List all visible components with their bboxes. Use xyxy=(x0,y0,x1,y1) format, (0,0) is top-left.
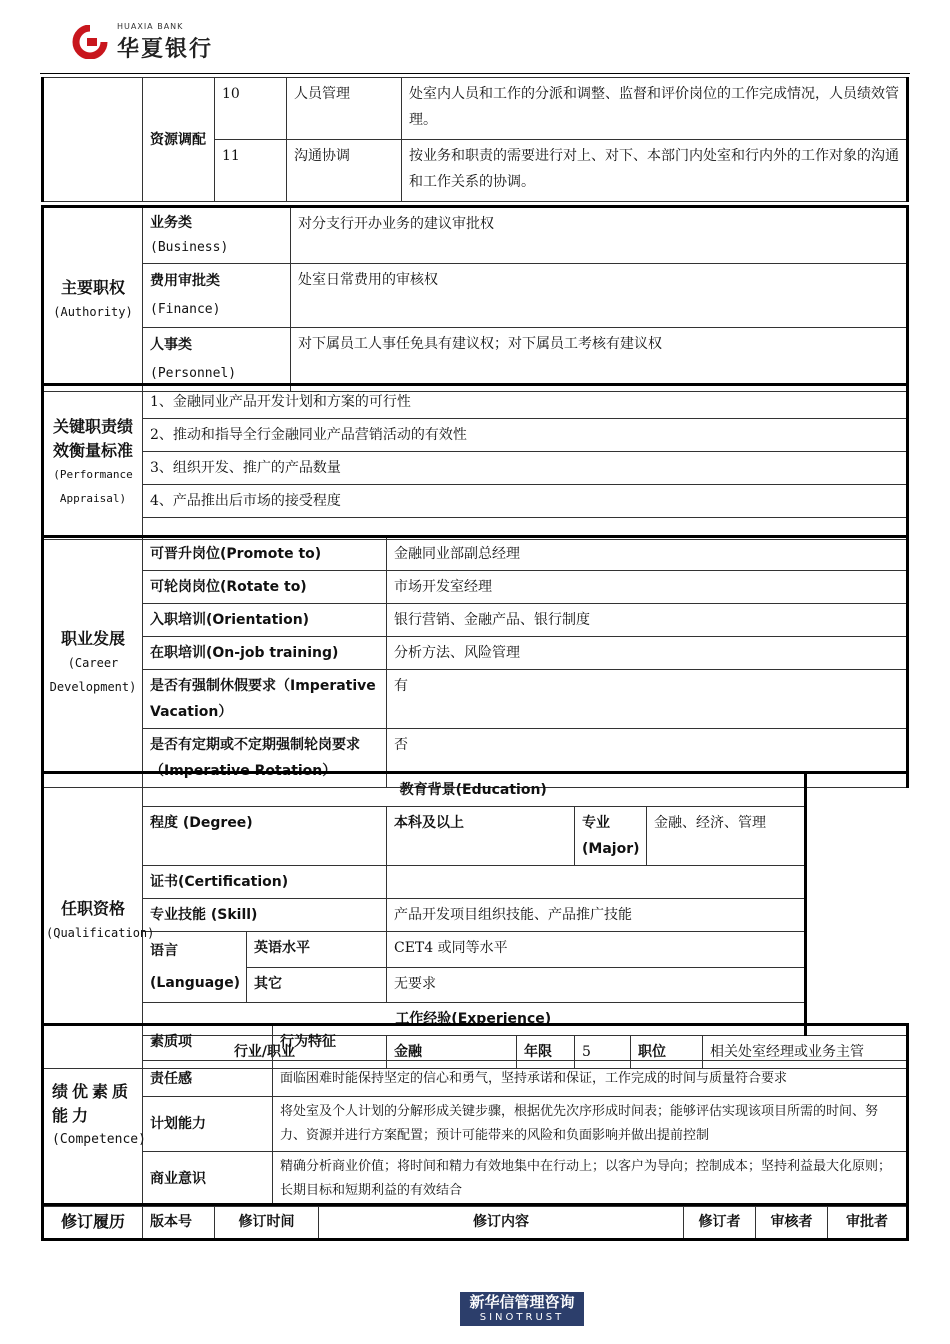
career-value: 银行营销、金融产品、银行制度 xyxy=(387,604,908,637)
kpi-item: 2、推动和指导全行金融同业产品营销活动的有效性 xyxy=(143,419,908,452)
years-label: 年限 xyxy=(517,1036,575,1069)
competence-table xyxy=(41,1023,909,1207)
revision-col: 审核者 xyxy=(756,1205,828,1240)
other-value: 无要求 xyxy=(387,967,806,1003)
sinotrust-logo xyxy=(460,1292,584,1326)
career-label: 在职培训(On-job training) xyxy=(143,637,387,670)
degree-label: 程度 (Degree) xyxy=(143,807,387,866)
huaxia-logo-icon xyxy=(70,25,110,59)
qualification-title: 任职资格 xyxy=(60,899,125,918)
resource-item: 人员管理 xyxy=(287,78,402,140)
competence-text: 精确分析商业价值；将时间和精力有效地集中在行动上；以客户为导向；控制成本；坚持利益最大化原则；长期目标和短期利益的有效结合 xyxy=(273,1152,908,1207)
competence-text: 面临困难时能保持坚定的信心和勇气，坚持承诺和保证，工作完成的时间与质量符合要求 xyxy=(273,1061,908,1097)
career-section-title xyxy=(43,537,143,788)
competence-text: 将处室及个人计划的分解形成关键步骤，根据优先次序形成时间表；能够评估实现该项目所需的时间、努力、资源并进行方案配置；预计可能带来的风险和负面影响并做出提前控制 xyxy=(273,1097,908,1152)
bank-name-en: HUAXIA BANK xyxy=(117,22,184,31)
career-table xyxy=(41,535,909,788)
footer-consult-cn: 新华信管理咨询 xyxy=(469,1293,575,1311)
revision-col: 修订内容 xyxy=(319,1205,684,1240)
competence-title-en: (Competence) xyxy=(52,1132,146,1147)
revision-col: 版本号 xyxy=(143,1205,215,1240)
skill-value: 产品开发项目组织技能、产品推广技能 xyxy=(387,899,806,932)
resource-table xyxy=(41,77,909,202)
cert-value xyxy=(387,866,806,899)
revision-col: 审批者 xyxy=(828,1205,908,1240)
kpi-title: 关键职责绩效衡量标准 xyxy=(52,416,133,460)
kpi-title-en: (Performance Appraisal) xyxy=(53,467,133,505)
skill-label: 专业技能 (Skill) xyxy=(143,899,387,932)
competence-col-item: 素质项 xyxy=(143,1025,273,1061)
career-value: 市场开发室经理 xyxy=(387,571,908,604)
other-label: 其它 xyxy=(247,967,387,1003)
career-label: 是否有定期或不定期强制轮岗要求（Imperative Rotation） xyxy=(143,729,387,788)
career-value: 有 xyxy=(387,670,908,729)
competence-title: 绩优素质能力 xyxy=(52,1082,133,1125)
resource-blank-cell xyxy=(43,78,143,202)
experience-header: 工作经验(Experience) xyxy=(143,1003,806,1036)
authority-label: 业务类 xyxy=(150,215,192,231)
kpi-item: 3、组织开发、推广的产品数量 xyxy=(143,452,908,485)
revision-table xyxy=(41,1203,909,1241)
career-label: 可轮岗岗位(Rotate to) xyxy=(143,571,387,604)
revision-col: 修订者 xyxy=(684,1205,756,1240)
kpi-section-title xyxy=(43,385,143,540)
bank-name-cn: 华夏银行 xyxy=(117,37,214,62)
kpi-item: 1、金融同业产品开发计划和方案的可行性 xyxy=(143,385,908,419)
authority-label-en: (Finance) xyxy=(150,302,221,317)
footer-consult-en: SINOTRUST xyxy=(479,1312,565,1323)
authority-title-en: (Authority) xyxy=(53,304,133,319)
authority-text: 处室日常费用的审核权 xyxy=(291,264,908,328)
career-label: 入职培训(Orientation) xyxy=(143,604,387,637)
career-title-en: (Career Development) xyxy=(49,655,137,694)
authority-label-en: (Personnel) xyxy=(150,366,237,381)
position-label: 职位 xyxy=(631,1036,703,1069)
header-divider xyxy=(40,73,910,74)
degree-value: 本科及以上 xyxy=(387,807,575,866)
kpi-table xyxy=(41,383,909,540)
career-title: 职业发展 xyxy=(60,628,125,648)
english-label: 英语水平 xyxy=(247,932,387,968)
qualification-title-en: (Qualification) xyxy=(46,926,155,940)
language-label: 语言(Language) xyxy=(143,932,247,1003)
authority-table xyxy=(41,205,909,392)
resource-category: 资源调配 xyxy=(143,78,215,202)
revision-title: 修订履历 xyxy=(43,1205,143,1240)
career-label: 是否有强制休假要求（Imperative Vacation） xyxy=(143,670,387,729)
competence-col-behavior: 行为特征 xyxy=(273,1025,908,1061)
career-value: 金融同业部副总经理 xyxy=(387,537,908,571)
resource-desc: 处室内人员和工作的分派和调整、监督和评价岗位的工作完成情况，人员绩效管理。 xyxy=(402,78,908,140)
authority-text: 对分支行开办业务的建议审批权 xyxy=(291,207,908,264)
competence-item: 商业意识 xyxy=(143,1152,273,1207)
cert-label: 证书(Certification) xyxy=(143,866,387,899)
resource-desc: 按业务和职责的需要进行对上、对下、本部门内处室和行内外的工作对象的沟通和工作关系的协调。 xyxy=(402,140,908,202)
competence-item: 责任感 xyxy=(143,1061,273,1097)
career-value: 否 xyxy=(387,729,908,788)
authority-label-en: (Business) xyxy=(150,240,229,255)
position-value: 相关处室经理或业务主管 xyxy=(703,1036,908,1069)
competence-item: 计划能力 xyxy=(143,1097,273,1152)
authority-text: 对下属员工人事任免具有建议权；对下属员工考核有建议权 xyxy=(291,328,908,392)
resource-no: 11 xyxy=(215,140,287,202)
career-label: 可晋升岗位(Promote to) xyxy=(143,537,387,571)
authority-section-title xyxy=(43,207,143,392)
competence-section-title xyxy=(43,1025,146,1207)
resource-no: 10 xyxy=(215,78,287,140)
kpi-item: 4、产品推出后市场的接受程度 xyxy=(143,485,908,518)
revision-col: 修订时间 xyxy=(215,1205,319,1240)
english-value: CET4 或同等水平 xyxy=(387,932,806,968)
authority-label: 人事类 xyxy=(150,337,192,353)
resource-item: 沟通协调 xyxy=(287,140,402,202)
education-header: 教育背景(Education) xyxy=(143,773,806,807)
industry-value: 金融 xyxy=(387,1036,517,1069)
years-value: 5 xyxy=(575,1036,631,1069)
career-value: 分析方法、风险管理 xyxy=(387,637,908,670)
major-value: 金融、经济、管理 xyxy=(647,807,806,866)
authority-label: 费用审批类 xyxy=(150,273,220,289)
authority-title: 主要职权 xyxy=(60,277,125,297)
major-label: 专业(Major) xyxy=(575,807,647,866)
industry-label: 行业/职业 xyxy=(143,1036,387,1069)
